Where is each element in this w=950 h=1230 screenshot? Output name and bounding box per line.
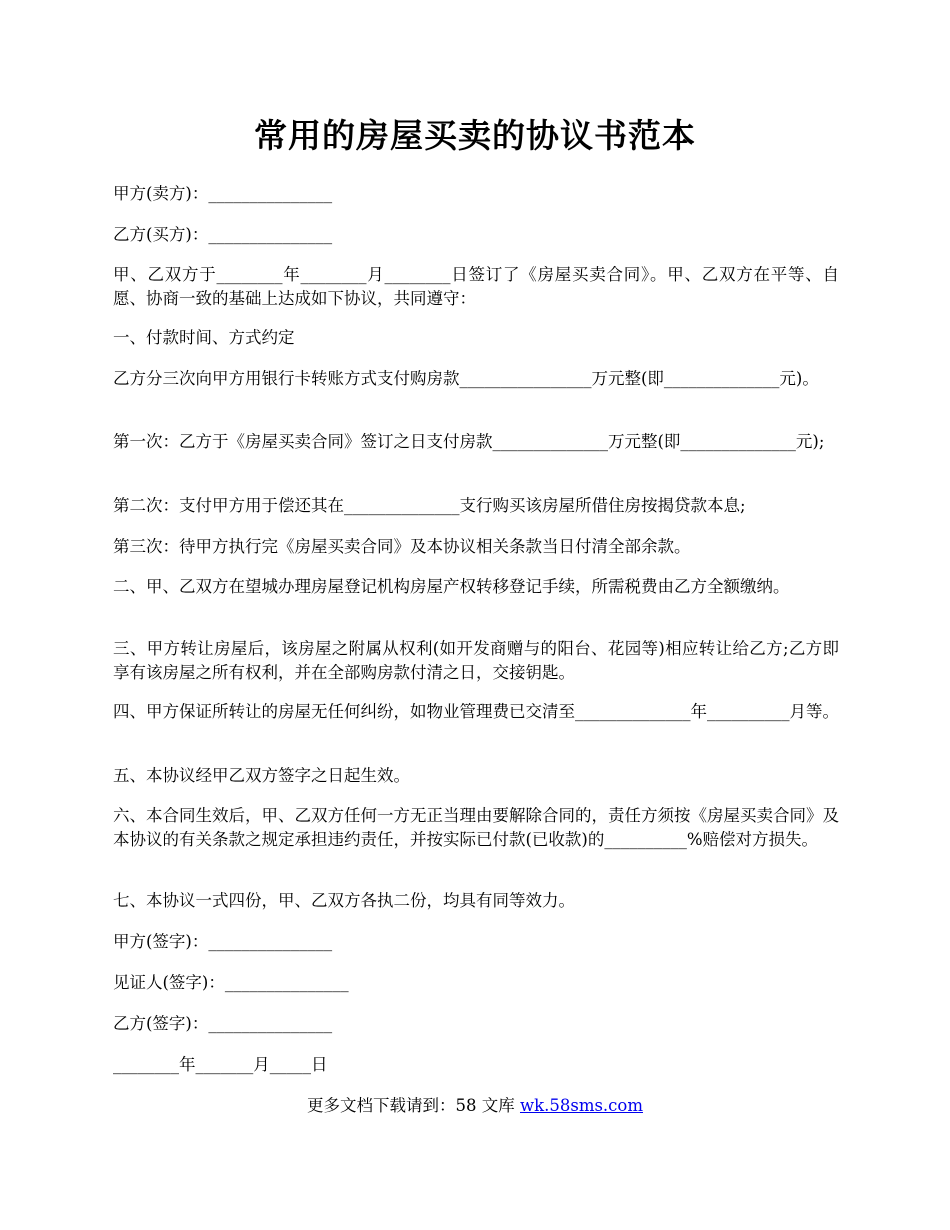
clause-7-paragraph: 七、本协议一式四份，甲、乙双方各执二份，均具有同等效力。 xyxy=(113,891,575,910)
first-payment-paragraph: 第一次：乙方于《房屋买卖合同》签订之日支付房款______________万元整(即______________元); xyxy=(113,432,825,451)
clause-5-paragraph: 五、本协议经甲乙双方签字之日起生效。 xyxy=(113,766,410,785)
date-line: ________年_______月_____日 xyxy=(113,1055,328,1074)
clause-2-paragraph: 二、甲、乙双方在望城办理房屋登记机构房屋产权转移登记手续，所需税费由乙方全额缴纳。 xyxy=(113,577,790,596)
footer-link[interactable]: wk.58sms.com xyxy=(519,1096,643,1115)
clause-3-paragraph: 三、甲方转让房屋后，该房屋之附属从权利(如开发商赠与的阳台、花园等)相应转让给乙方;乙方即享有该房屋之所有权利，并在全部购房款付清之日，交接钥匙。 xyxy=(113,639,839,682)
footer xyxy=(0,1094,950,1118)
buyer-line: 乙方(买方)：_______________ xyxy=(113,225,333,244)
payment-paragraph: 乙方分三次向甲方用银行卡转账方式支付购房款________________万元整(即______________元)。 xyxy=(113,369,819,388)
third-payment-paragraph: 第三次：待甲方执行完《房屋买卖合同》及本协议相关条款当日付清全部余款。 xyxy=(113,537,691,556)
second-payment-paragraph: 第二次：支付甲方用于偿还其在______________支行购买该房屋所借住房按揭贷款本息; xyxy=(113,496,746,515)
document-title: 常用的房屋买卖的协议书范本 xyxy=(254,116,696,155)
party-b-signature-line: 乙方(签字)：_______________ xyxy=(113,1014,333,1033)
clause-1-heading: 一、付款时间、方式约定 xyxy=(113,328,295,347)
clause-4-paragraph: 四、甲方保证所转让的房屋无任何纠纷，如物业管理费已交清至______________年__________月等。 xyxy=(113,702,839,721)
party-a-signature-line: 甲方(签字)：_______________ xyxy=(113,932,333,951)
witness-signature-line: 见证人(签字)：_______________ xyxy=(113,973,349,992)
footer-text: 更多文档下载请到：58 文库 xyxy=(306,1096,520,1115)
seller-line: 甲方(卖方)：_______________ xyxy=(113,184,333,203)
clause-6-paragraph: 六、本合同生效后，甲、乙双方任何一方无正当理由要解除合同的，责任方须按《房屋买卖合同》及本协议的有关条款之规定承担违约责任，并按实际已付款(已收款)的__________%赔偿对方损失。 xyxy=(113,806,839,849)
intro-paragraph: 甲、乙双方于________年________月________日签订了《房屋买卖合同》。甲、乙双方在平等、自愿、协商一致的基础上达成如下协议，共同遵守： xyxy=(113,265,839,308)
